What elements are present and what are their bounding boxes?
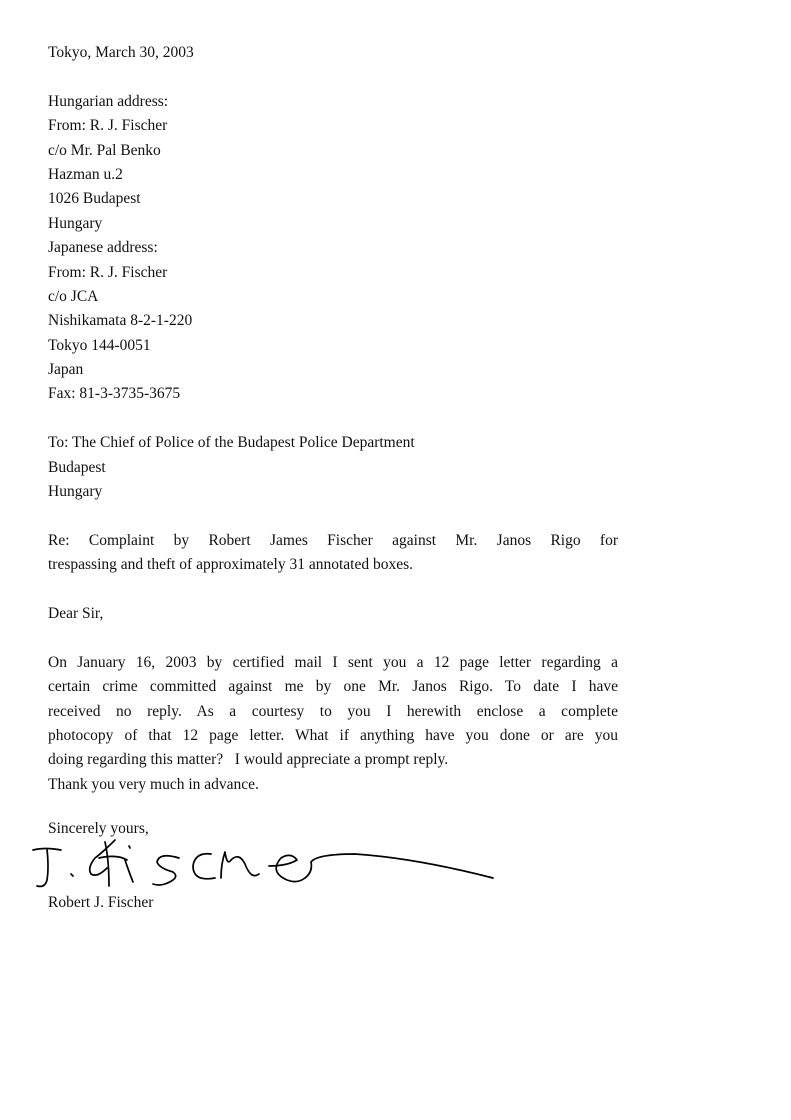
subject-line: trespassing and theft of approximately 31 annotated boxes.	[48, 556, 414, 574]
japanese-address-line: Nishikamata 8-2-1-220	[48, 312, 193, 330]
signature-stroke-c	[193, 854, 215, 879]
subject-line: Re: Complaint by Robert James Fischer against Mr. Janos Rigo for	[48, 531, 618, 549]
signature-svg	[25, 838, 505, 894]
signature-stroke-e	[269, 855, 305, 881]
recipient-line: Budapest	[48, 458, 106, 476]
hungarian-address-line: 1026 Budapest	[48, 190, 141, 208]
fax-number: Fax: 81-3-3735-3675	[48, 385, 181, 403]
body-line: received no reply. As a courtesy to you I herewith enclose a complete	[48, 702, 618, 720]
signature-stroke-f	[90, 840, 127, 886]
closing: Sincerely yours,	[48, 820, 149, 837]
signer-name-block	[48, 891, 153, 915]
spacer	[48, 504, 618, 528]
spacer	[48, 626, 618, 650]
letter-body	[48, 651, 618, 797]
handwritten-signature-icon	[25, 838, 505, 894]
body-line: photocopy of that 12 page letter. What if anything have you done or are you	[48, 726, 618, 744]
hungarian-address-line: From: R. J. Fischer	[48, 117, 168, 135]
signature-stroke-s	[153, 856, 179, 885]
hungarian-address-line: c/o Mr. Pal Benko	[48, 141, 161, 159]
japanese-address-block	[48, 236, 618, 407]
spacer	[48, 65, 618, 89]
hungarian-address-heading: Hungarian address:	[48, 92, 169, 110]
signature-stroke-dot	[71, 874, 73, 876]
japanese-address-heading: Japanese address:	[48, 239, 158, 257]
spacer	[48, 407, 618, 431]
signature-stroke-i	[125, 846, 133, 882]
subject-block	[48, 529, 618, 578]
recipient-block	[48, 431, 618, 504]
body-line: doing regarding this matter? I would appreciate a prompt reply.	[48, 751, 449, 769]
body-line: On January 16, 2003 by certified mail I sent you a 12 page letter regarding a	[48, 653, 618, 671]
hungarian-address-block	[48, 90, 618, 236]
spacer	[48, 578, 618, 602]
signature-stroke-j	[33, 849, 61, 887]
body-line: certain crime committed against me by one Mr. Janos Rigo. To date I have	[48, 678, 618, 696]
date-line: Tokyo, March 30, 2003	[48, 44, 194, 61]
hungarian-address-line: Hazman u.2	[48, 165, 123, 183]
japanese-address-line: c/o JCA	[48, 287, 99, 305]
signature-stroke-tail	[305, 854, 493, 878]
salutation: Dear Sir,	[48, 604, 104, 622]
japanese-address-line: From: R. J. Fischer	[48, 263, 168, 281]
signature-stroke-h	[221, 852, 259, 878]
signer-name: Robert J. Fischer	[48, 894, 154, 911]
hungarian-address-line: Hungary	[48, 214, 103, 232]
japanese-address-line: Japan	[48, 361, 84, 379]
recipient-line: Hungary	[48, 483, 103, 501]
japanese-address-line: Tokyo 144-0051	[48, 336, 151, 354]
letter-page	[48, 41, 618, 797]
body-line: Thank you very much in advance.	[48, 775, 259, 793]
recipient-line: To: The Chief of Police of the Budapest Police Department	[48, 434, 415, 452]
